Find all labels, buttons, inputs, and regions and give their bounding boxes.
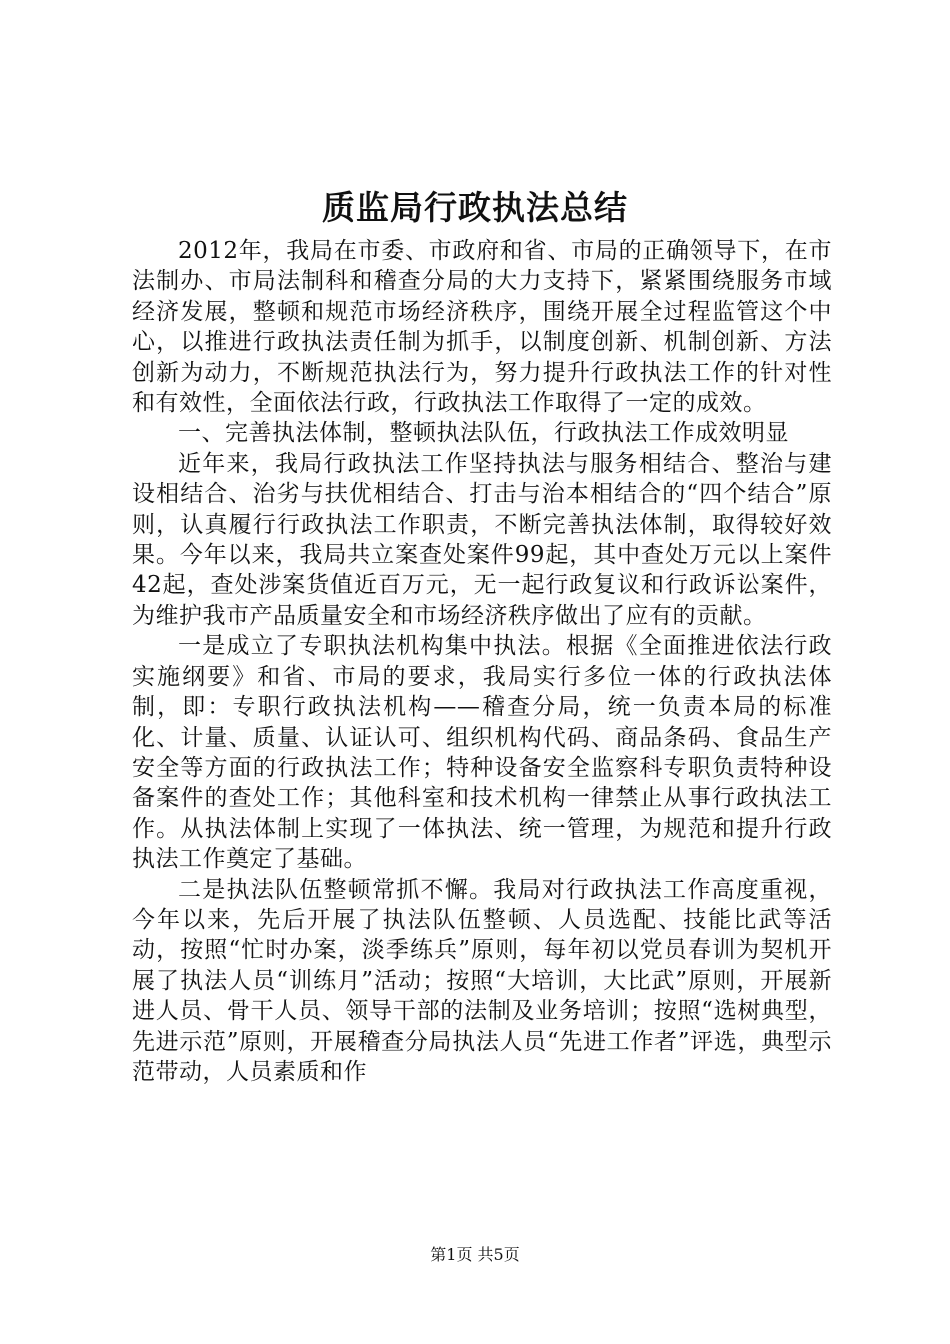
paragraph-section-1: 近年来，我局行政执法工作坚持执法与服务相结合、整治与建设相结合、治劣与扶优相结合、打击与治本相结合的“四个结合”原则，认真履行行政执法工作职责，不断完善执法体制，取得较好效果。今年以来，我局共立案查处案件99起，其中查处万元以上案件42起，查处涉案货值近百万元，无一起行政复议和行政诉讼案件，为维护我市产品质量安全和市场经济秩序做出了应有的贡献。	[132, 450, 832, 629]
document-body	[132, 236, 832, 1087]
paragraph-point-2: 二是执法队伍整顿常抓不懈。我局对行政执法工作高度重视，今年以来，先后开展了执法队伍整顿、人员选配、技能比武等活动，按照“忙时办案，淡季练兵”原则，每年初以党员春训为契机开展了执法人员“训练月”活动；按照“大培训，大比武”原则，开展新进人员、骨干人员、领导干部的法制及业务培训；按照“选树典型，先进示范”原则，开展稽查分局执法人员“先进工作者”评选，典型示范带动，人员素质和作	[132, 876, 832, 1085]
paragraph-point-1: 一是成立了专职执法机构集中执法。根据《全面推进依法行政实施纲要》和省、市局的要求，我局实行多位一体的行政执法体制，即：专职行政执法机构——稽查分局，统一负责本局的标准化、计量、质量、认证认可、组织机构代码、商品条码、食品生产安全等方面的行政执法工作；特种设备安全监察科专职负责特种设备案件的查处工作；其他科室和技术机构一律禁止从事行政执法工作。从执法体制上实现了一体执法、统一管理，为规范和提升行政执法工作奠定了基础。	[132, 633, 832, 873]
section-heading-1: 一、完善执法体制，整顿执法队伍，行政执法工作成效明显	[178, 420, 789, 447]
document-title: 质监局行政执法总结	[322, 188, 628, 227]
paragraph-intro: 2012年，我局在市委、市政府和省、市局的正确领导下，在市法制办、市局法制科和稽查分局的大力支持下，紧紧围绕服务市域经济发展，整顿和规范市场经济秩序，围绕开展全过程监管这个中心，以推进行政执法责任制为抓手，以制度创新、机制创新、方法创新为动力，不断规范执法行为，努力提升行政执法工作的针对性和有效性，全面依法行政，行政执法工作取得了一定的成效。	[132, 238, 832, 417]
page-number-footer: 第1页 共5页	[430, 1245, 520, 1264]
